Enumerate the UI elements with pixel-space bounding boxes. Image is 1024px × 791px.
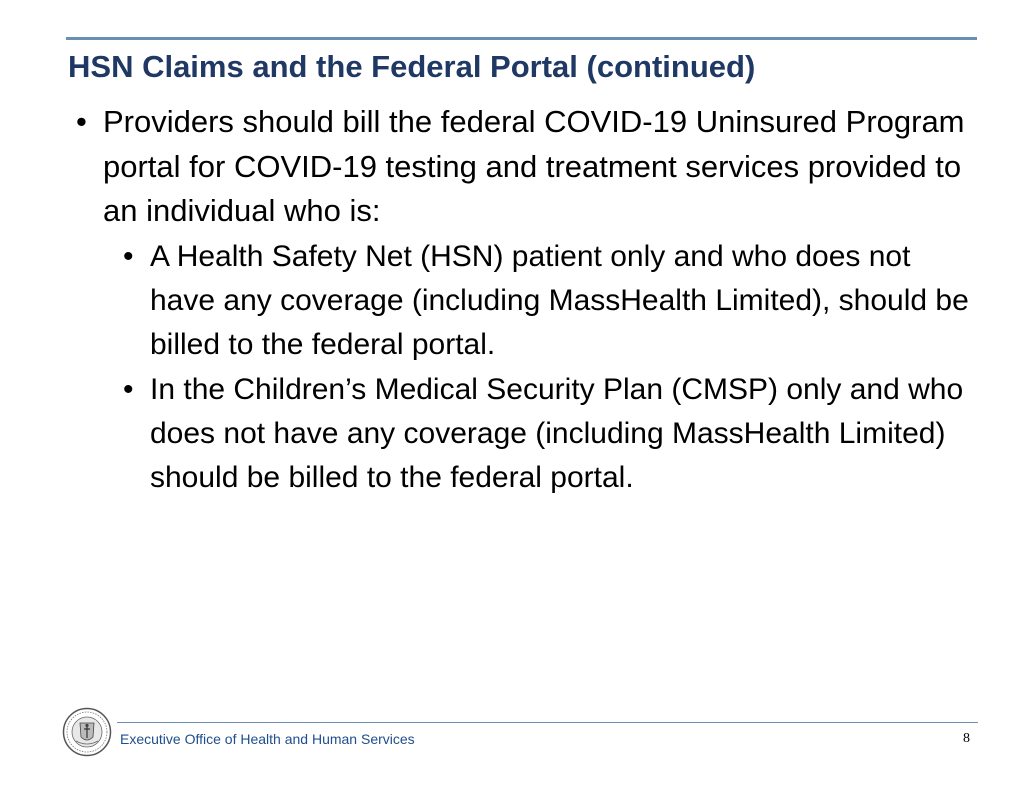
- sub-bullet-text: In the Children’s Medical Security Plan (CMSP) only and who does not have any coverage (including MassHealth Limited) should be billed to the federal portal.: [150, 372, 964, 494]
- sub-bullet-cmsp: [123, 368, 976, 500]
- main-bullet-text: Providers should bill the federal COVID-19 Uninsured Program portal for COVID-19 testing and treatment services provided to an individual who is:: [103, 104, 965, 228]
- bullet-list: [76, 100, 976, 500]
- footer-organization: Executive Office of Health and Human Services: [120, 731, 415, 747]
- slide-title: HSN Claims and the Federal Portal (continued): [68, 49, 756, 84]
- sub-bullet-list: [123, 235, 976, 500]
- sub-bullet-hsn: [123, 235, 976, 367]
- footer-divider: [117, 722, 978, 723]
- bullet-marker: •: [123, 372, 134, 406]
- main-bullet: [76, 100, 976, 500]
- commonwealth-seal-icon: [62, 707, 112, 757]
- bullet-marker: •: [123, 239, 134, 273]
- page-number: 8: [963, 731, 970, 746]
- bullet-marker: •: [76, 104, 87, 139]
- title-divider: [66, 37, 977, 40]
- sub-bullet-text: A Health Safety Net (HSN) patient only and who does not have any coverage (including MassHealth Limited), should be billed to the federal portal.: [150, 239, 969, 361]
